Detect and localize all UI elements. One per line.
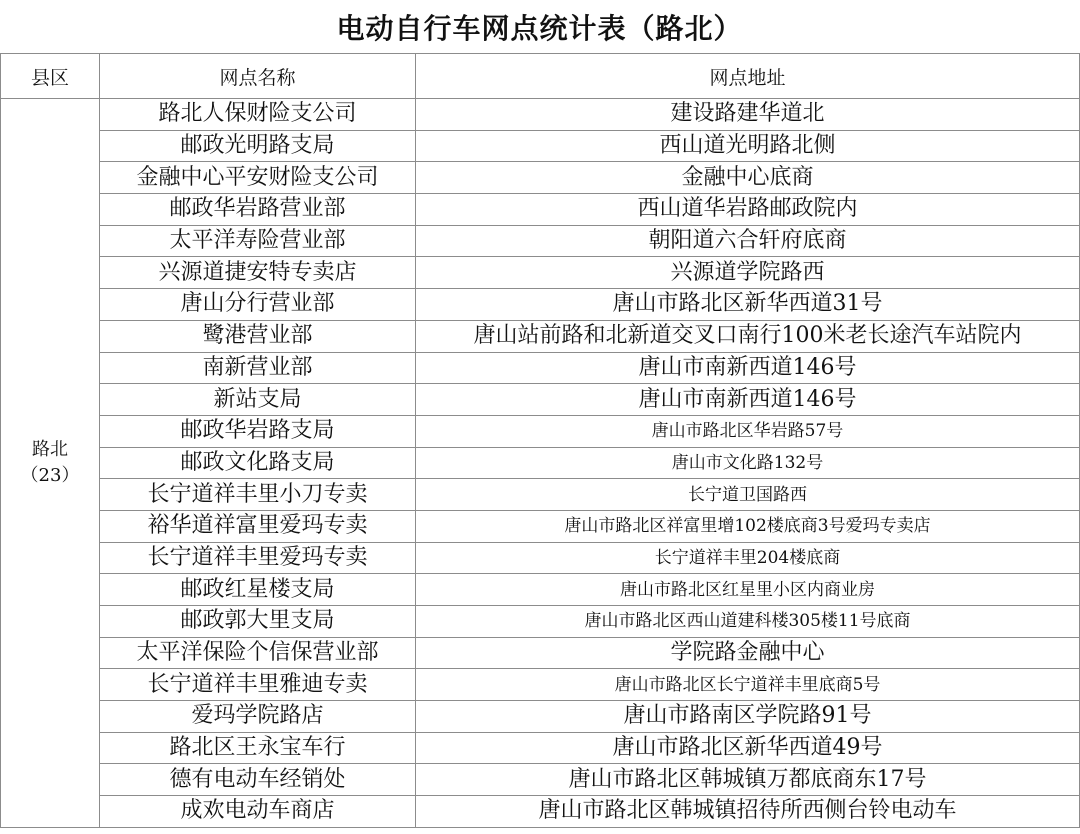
outlet-name-cell: 兴源道捷安特专卖店 [100,257,416,289]
table-row [1,574,1080,606]
table-row [1,669,1080,701]
outlet-table [0,53,1080,828]
outlet-address-cell: 唐山市路北区红星里小区内商业房 [416,574,1080,606]
outlet-address-cell: 兴源道学院路西 [416,257,1080,289]
table-row [1,162,1080,194]
outlet-name-cell: 长宁道祥丰里爱玛专卖 [100,542,416,574]
outlet-name-cell: 路北人保财险支公司 [100,99,416,131]
table-row [1,225,1080,257]
outlet-address-cell: 唐山市南新西道146号 [416,384,1080,416]
outlet-name-cell: 爱玛学院路店 [100,701,416,733]
outlet-address-cell: 金融中心底商 [416,162,1080,194]
table-row [1,99,1080,131]
outlet-name-cell: 邮政文化路支局 [100,447,416,479]
outlet-address-cell: 唐山市路北区长宁道祥丰里底商5号 [416,669,1080,701]
outlet-name-cell: 邮政华岩路营业部 [100,194,416,226]
outlet-name-cell: 长宁道祥丰里小刀专卖 [100,479,416,511]
outlet-name-cell: 邮政红星楼支局 [100,574,416,606]
header-outlet-address: 网点地址 [416,54,1080,99]
outlet-address-cell: 唐山市路北区新华西道31号 [416,289,1080,321]
outlet-address-cell: 学院路金融中心 [416,637,1080,669]
outlet-name-cell: 邮政郭大里支局 [100,606,416,638]
table-row [1,130,1080,162]
header-outlet-name: 网点名称 [100,54,416,99]
outlet-address-cell: 唐山站前路和北新道交叉口南行100米老长途汽车站院内 [416,320,1080,352]
outlet-address-cell: 建设路建华道北 [416,99,1080,131]
table-row [1,701,1080,733]
sheet-title: 电动自行车网点统计表（路北） [336,11,743,45]
table-row [1,732,1080,764]
table-row [1,415,1080,447]
district-name: 路北 [32,438,68,460]
outlet-name-cell: 鹭港营业部 [100,320,416,352]
outlet-name-cell: 邮政光明路支局 [100,130,416,162]
outlet-name-cell: 路北区王永宝车行 [100,732,416,764]
table-row [1,384,1080,416]
table-row [1,320,1080,352]
table-row [1,352,1080,384]
table-row [1,194,1080,226]
header-row [1,54,1080,99]
outlet-address-cell: 唐山市南新西道146号 [416,352,1080,384]
outlet-name-cell: 唐山分行营业部 [100,289,416,321]
table-row [1,510,1080,542]
outlet-address-cell: 唐山市路北区韩城镇招待所西侧台铃电动车 [416,796,1080,828]
outlet-address-cell: 唐山市文化路132号 [416,447,1080,479]
outlet-name-cell: 长宁道祥丰里雅迪专卖 [100,669,416,701]
table-row [1,606,1080,638]
outlet-address-cell: 唐山市路北区新华西道49号 [416,732,1080,764]
table-row [1,542,1080,574]
outlet-address-cell: 唐山市路北区祥富里增102楼底商3号爱玛专卖店 [416,510,1080,542]
header-district: 县区 [1,54,100,99]
outlet-address-cell: 唐山市路南区学院路91号 [416,701,1080,733]
outlet-name-cell: 德有电动车经销处 [100,764,416,796]
outlet-address-cell: 唐山市路北区西山道建科楼305楼11号底商 [416,606,1080,638]
table-body [1,99,1080,828]
outlet-name-cell: 南新营业部 [100,352,416,384]
outlet-name-cell: 裕华道祥富里爱玛专卖 [100,510,416,542]
outlet-address-cell: 唐山市路北区韩城镇万都底商东17号 [416,764,1080,796]
district-count: （23） [20,464,80,486]
outlet-address-cell: 长宁道卫国路西 [416,479,1080,511]
outlet-address-cell: 西山道华岩路邮政院内 [416,194,1080,226]
outlet-address-cell: 朝阳道六合轩府底商 [416,225,1080,257]
table-row [1,447,1080,479]
table-row [1,796,1080,828]
table-row [1,637,1080,669]
outlet-name-cell: 新站支局 [100,384,416,416]
outlet-address-cell: 西山道光明路北侧 [416,130,1080,162]
outlet-address-cell: 长宁道祥丰里204楼底商 [416,542,1080,574]
outlet-name-cell: 成欢电动车商店 [100,796,416,828]
outlet-name-cell: 金融中心平安财险支公司 [100,162,416,194]
table-row [1,257,1080,289]
outlet-name-cell: 邮政华岩路支局 [100,415,416,447]
table-row [1,289,1080,321]
outlet-name-cell: 太平洋保险个信保营业部 [100,637,416,669]
table-row [1,479,1080,511]
outlet-address-cell: 唐山市路北区华岩路57号 [416,415,1080,447]
outlet-name-cell: 太平洋寿险营业部 [100,225,416,257]
table-row [1,764,1080,796]
district-cell [1,99,100,828]
